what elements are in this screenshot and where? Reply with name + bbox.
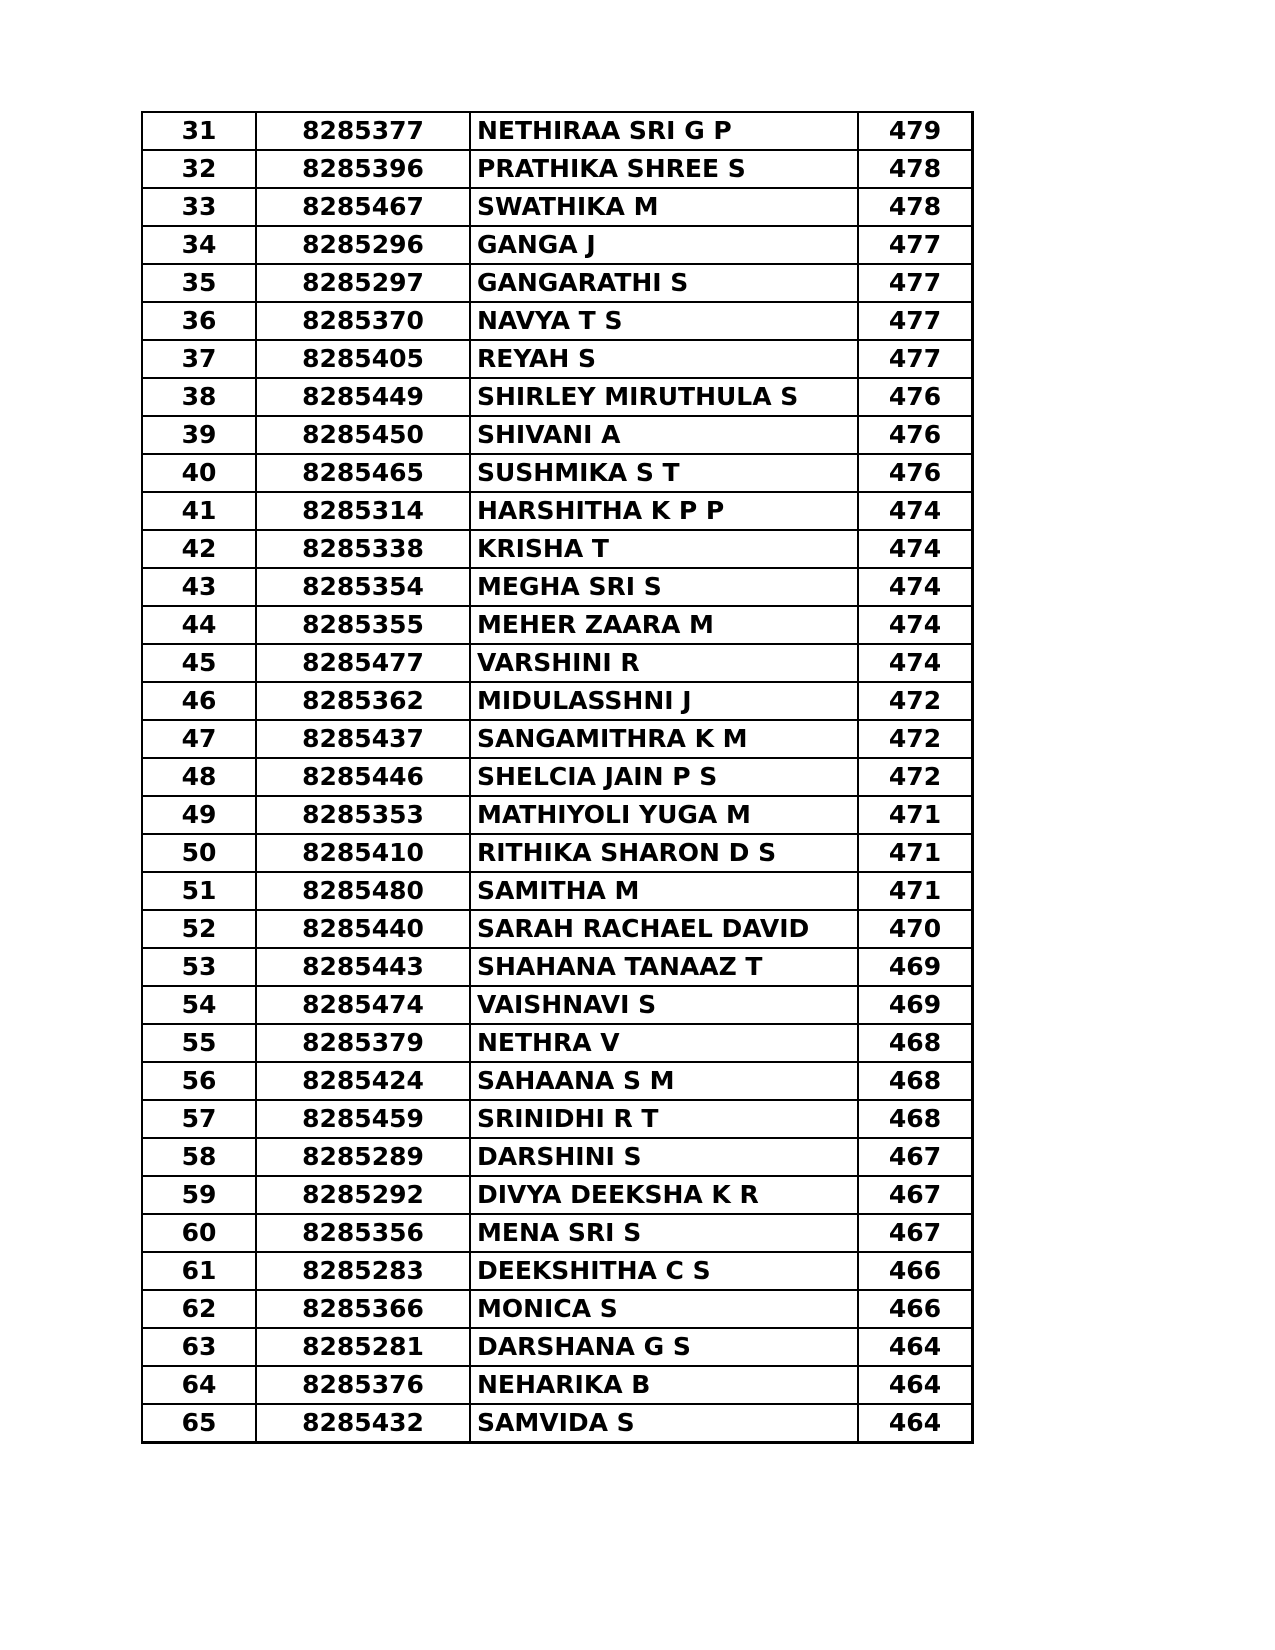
student-name-cell: DEEKSHITHA C S: [470, 1252, 858, 1290]
student-name-cell: MEHER ZAARA M: [470, 606, 858, 644]
marks-cell: 466: [858, 1252, 973, 1290]
marks-cell: 474: [858, 568, 973, 606]
student-name-cell: MEGHA SRI S: [470, 568, 858, 606]
student-name-cell: VAISHNAVI S: [470, 986, 858, 1024]
student-name-cell: SAMITHA M: [470, 872, 858, 910]
serial-number-cell: 35: [142, 264, 256, 302]
student-name-cell: PRATHIKA SHREE S: [470, 150, 858, 188]
table-row: [142, 416, 973, 454]
table-row: [142, 1100, 973, 1138]
register-number-cell: 8285443: [256, 948, 470, 986]
marks-cell: 477: [858, 264, 973, 302]
student-name-cell: SWATHIKA M: [470, 188, 858, 226]
student-name-cell: SRINIDHI R T: [470, 1100, 858, 1138]
marks-cell: 468: [858, 1100, 973, 1138]
serial-number-cell: 38: [142, 378, 256, 416]
table-row: [142, 302, 973, 340]
table-row: [142, 758, 973, 796]
table-row: [142, 834, 973, 872]
marks-cell: 464: [858, 1328, 973, 1366]
register-number-cell: 8285289: [256, 1138, 470, 1176]
student-name-cell: REYAH S: [470, 340, 858, 378]
register-number-cell: 8285281: [256, 1328, 470, 1366]
register-number-cell: 8285424: [256, 1062, 470, 1100]
register-number-cell: 8285467: [256, 188, 470, 226]
table-row: [142, 644, 973, 682]
register-number-cell: 8285355: [256, 606, 470, 644]
register-number-cell: 8285440: [256, 910, 470, 948]
register-number-cell: 8285450: [256, 416, 470, 454]
marks-cell: 464: [858, 1366, 973, 1404]
register-number-cell: 8285474: [256, 986, 470, 1024]
student-name-cell: SHELCIA JAIN P S: [470, 758, 858, 796]
register-number-cell: 8285338: [256, 530, 470, 568]
table-row: [142, 226, 973, 264]
table-row: [142, 1252, 973, 1290]
table-row: [142, 112, 973, 150]
register-number-cell: 8285297: [256, 264, 470, 302]
serial-number-cell: 46: [142, 682, 256, 720]
student-name-cell: SANGAMITHRA K M: [470, 720, 858, 758]
table-row: [142, 568, 973, 606]
student-name-cell: GANGA J: [470, 226, 858, 264]
register-number-cell: 8285480: [256, 872, 470, 910]
serial-number-cell: 41: [142, 492, 256, 530]
student-name-cell: SAMVIDA S: [470, 1404, 858, 1443]
results-table-body: [142, 112, 973, 1443]
table-row: [142, 1138, 973, 1176]
table-row: [142, 872, 973, 910]
student-name-cell: VARSHINI R: [470, 644, 858, 682]
student-name-cell: DARSHANA G S: [470, 1328, 858, 1366]
student-name-cell: SHAHANA TANAAZ T: [470, 948, 858, 986]
table-row: [142, 454, 973, 492]
serial-number-cell: 37: [142, 340, 256, 378]
table-row: [142, 340, 973, 378]
serial-number-cell: 65: [142, 1404, 256, 1443]
student-name-cell: SAHAANA S M: [470, 1062, 858, 1100]
student-name-cell: SHIRLEY MIRUTHULA S: [470, 378, 858, 416]
marks-cell: 472: [858, 682, 973, 720]
register-number-cell: 8285292: [256, 1176, 470, 1214]
serial-number-cell: 56: [142, 1062, 256, 1100]
student-name-cell: SUSHMIKA S T: [470, 454, 858, 492]
student-name-cell: NEHARIKA B: [470, 1366, 858, 1404]
marks-cell: 471: [858, 834, 973, 872]
marks-cell: 472: [858, 720, 973, 758]
marks-cell: 474: [858, 644, 973, 682]
table-row: [142, 796, 973, 834]
register-number-cell: 8285477: [256, 644, 470, 682]
marks-cell: 469: [858, 948, 973, 986]
serial-number-cell: 62: [142, 1290, 256, 1328]
table-row: [142, 682, 973, 720]
marks-cell: 477: [858, 340, 973, 378]
serial-number-cell: 31: [142, 112, 256, 150]
marks-cell: 469: [858, 986, 973, 1024]
register-number-cell: 8285465: [256, 454, 470, 492]
student-name-cell: NETHIRAA SRI G P: [470, 112, 858, 150]
marks-cell: 467: [858, 1138, 973, 1176]
marks-cell: 476: [858, 416, 973, 454]
register-number-cell: 8285356: [256, 1214, 470, 1252]
student-name-cell: NETHRA V: [470, 1024, 858, 1062]
register-number-cell: 8285376: [256, 1366, 470, 1404]
student-name-cell: HARSHITHA K P P: [470, 492, 858, 530]
table-row: [142, 150, 973, 188]
marks-cell: 472: [858, 758, 973, 796]
student-name-cell: RITHIKA SHARON D S: [470, 834, 858, 872]
register-number-cell: 8285405: [256, 340, 470, 378]
serial-number-cell: 45: [142, 644, 256, 682]
serial-number-cell: 44: [142, 606, 256, 644]
marks-cell: 477: [858, 302, 973, 340]
serial-number-cell: 64: [142, 1366, 256, 1404]
marks-cell: 471: [858, 872, 973, 910]
student-name-cell: DARSHINI S: [470, 1138, 858, 1176]
marks-cell: 474: [858, 492, 973, 530]
serial-number-cell: 36: [142, 302, 256, 340]
serial-number-cell: 40: [142, 454, 256, 492]
table-row: [142, 378, 973, 416]
table-row: [142, 948, 973, 986]
marks-cell: 467: [858, 1176, 973, 1214]
table-row: [142, 188, 973, 226]
table-row: [142, 1404, 973, 1443]
table-row: [142, 1214, 973, 1252]
table-row: [142, 1328, 973, 1366]
register-number-cell: 8285353: [256, 796, 470, 834]
register-number-cell: 8285379: [256, 1024, 470, 1062]
serial-number-cell: 54: [142, 986, 256, 1024]
register-number-cell: 8285366: [256, 1290, 470, 1328]
marks-cell: 467: [858, 1214, 973, 1252]
table-row: [142, 1062, 973, 1100]
serial-number-cell: 51: [142, 872, 256, 910]
marks-cell: 474: [858, 530, 973, 568]
table-row: [142, 910, 973, 948]
register-number-cell: 8285449: [256, 378, 470, 416]
serial-number-cell: 52: [142, 910, 256, 948]
marks-cell: 468: [858, 1062, 973, 1100]
marks-cell: 470: [858, 910, 973, 948]
serial-number-cell: 49: [142, 796, 256, 834]
results-table: [141, 111, 974, 1444]
marks-cell: 479: [858, 112, 973, 150]
serial-number-cell: 60: [142, 1214, 256, 1252]
serial-number-cell: 43: [142, 568, 256, 606]
marks-cell: 471: [858, 796, 973, 834]
table-row: [142, 606, 973, 644]
table-row: [142, 1176, 973, 1214]
student-name-cell: SHIVANI A: [470, 416, 858, 454]
register-number-cell: 8285396: [256, 150, 470, 188]
table-row: [142, 1366, 973, 1404]
student-name-cell: MIDULASSHNI J: [470, 682, 858, 720]
serial-number-cell: 57: [142, 1100, 256, 1138]
table-row: [142, 264, 973, 302]
student-name-cell: KRISHA T: [470, 530, 858, 568]
table-row: [142, 1024, 973, 1062]
register-number-cell: 8285377: [256, 112, 470, 150]
marks-cell: 468: [858, 1024, 973, 1062]
marks-cell: 476: [858, 454, 973, 492]
register-number-cell: 8285354: [256, 568, 470, 606]
serial-number-cell: 42: [142, 530, 256, 568]
serial-number-cell: 50: [142, 834, 256, 872]
student-name-cell: DIVYA DEEKSHA K R: [470, 1176, 858, 1214]
marks-cell: 476: [858, 378, 973, 416]
serial-number-cell: 39: [142, 416, 256, 454]
table-row: [142, 1290, 973, 1328]
serial-number-cell: 53: [142, 948, 256, 986]
register-number-cell: 8285410: [256, 834, 470, 872]
marks-cell: 477: [858, 226, 973, 264]
register-number-cell: 8285283: [256, 1252, 470, 1290]
serial-number-cell: 32: [142, 150, 256, 188]
serial-number-cell: 55: [142, 1024, 256, 1062]
register-number-cell: 8285446: [256, 758, 470, 796]
register-number-cell: 8285296: [256, 226, 470, 264]
student-name-cell: MATHIYOLI YUGA M: [470, 796, 858, 834]
serial-number-cell: 59: [142, 1176, 256, 1214]
serial-number-cell: 61: [142, 1252, 256, 1290]
serial-number-cell: 63: [142, 1328, 256, 1366]
table-row: [142, 986, 973, 1024]
marks-cell: 474: [858, 606, 973, 644]
serial-number-cell: 47: [142, 720, 256, 758]
table-row: [142, 530, 973, 568]
student-name-cell: GANGARATHI S: [470, 264, 858, 302]
marks-cell: 478: [858, 188, 973, 226]
table-row: [142, 720, 973, 758]
student-name-cell: NAVYA T S: [470, 302, 858, 340]
serial-number-cell: 34: [142, 226, 256, 264]
register-number-cell: 8285362: [256, 682, 470, 720]
serial-number-cell: 33: [142, 188, 256, 226]
register-number-cell: 8285459: [256, 1100, 470, 1138]
register-number-cell: 8285370: [256, 302, 470, 340]
student-name-cell: MONICA S: [470, 1290, 858, 1328]
student-name-cell: SARAH RACHAEL DAVID: [470, 910, 858, 948]
student-name-cell: MENA SRI S: [470, 1214, 858, 1252]
marks-cell: 466: [858, 1290, 973, 1328]
register-number-cell: 8285437: [256, 720, 470, 758]
serial-number-cell: 58: [142, 1138, 256, 1176]
table-row: [142, 492, 973, 530]
register-number-cell: 8285314: [256, 492, 470, 530]
register-number-cell: 8285432: [256, 1404, 470, 1443]
marks-cell: 464: [858, 1404, 973, 1443]
serial-number-cell: 48: [142, 758, 256, 796]
marks-cell: 478: [858, 150, 973, 188]
